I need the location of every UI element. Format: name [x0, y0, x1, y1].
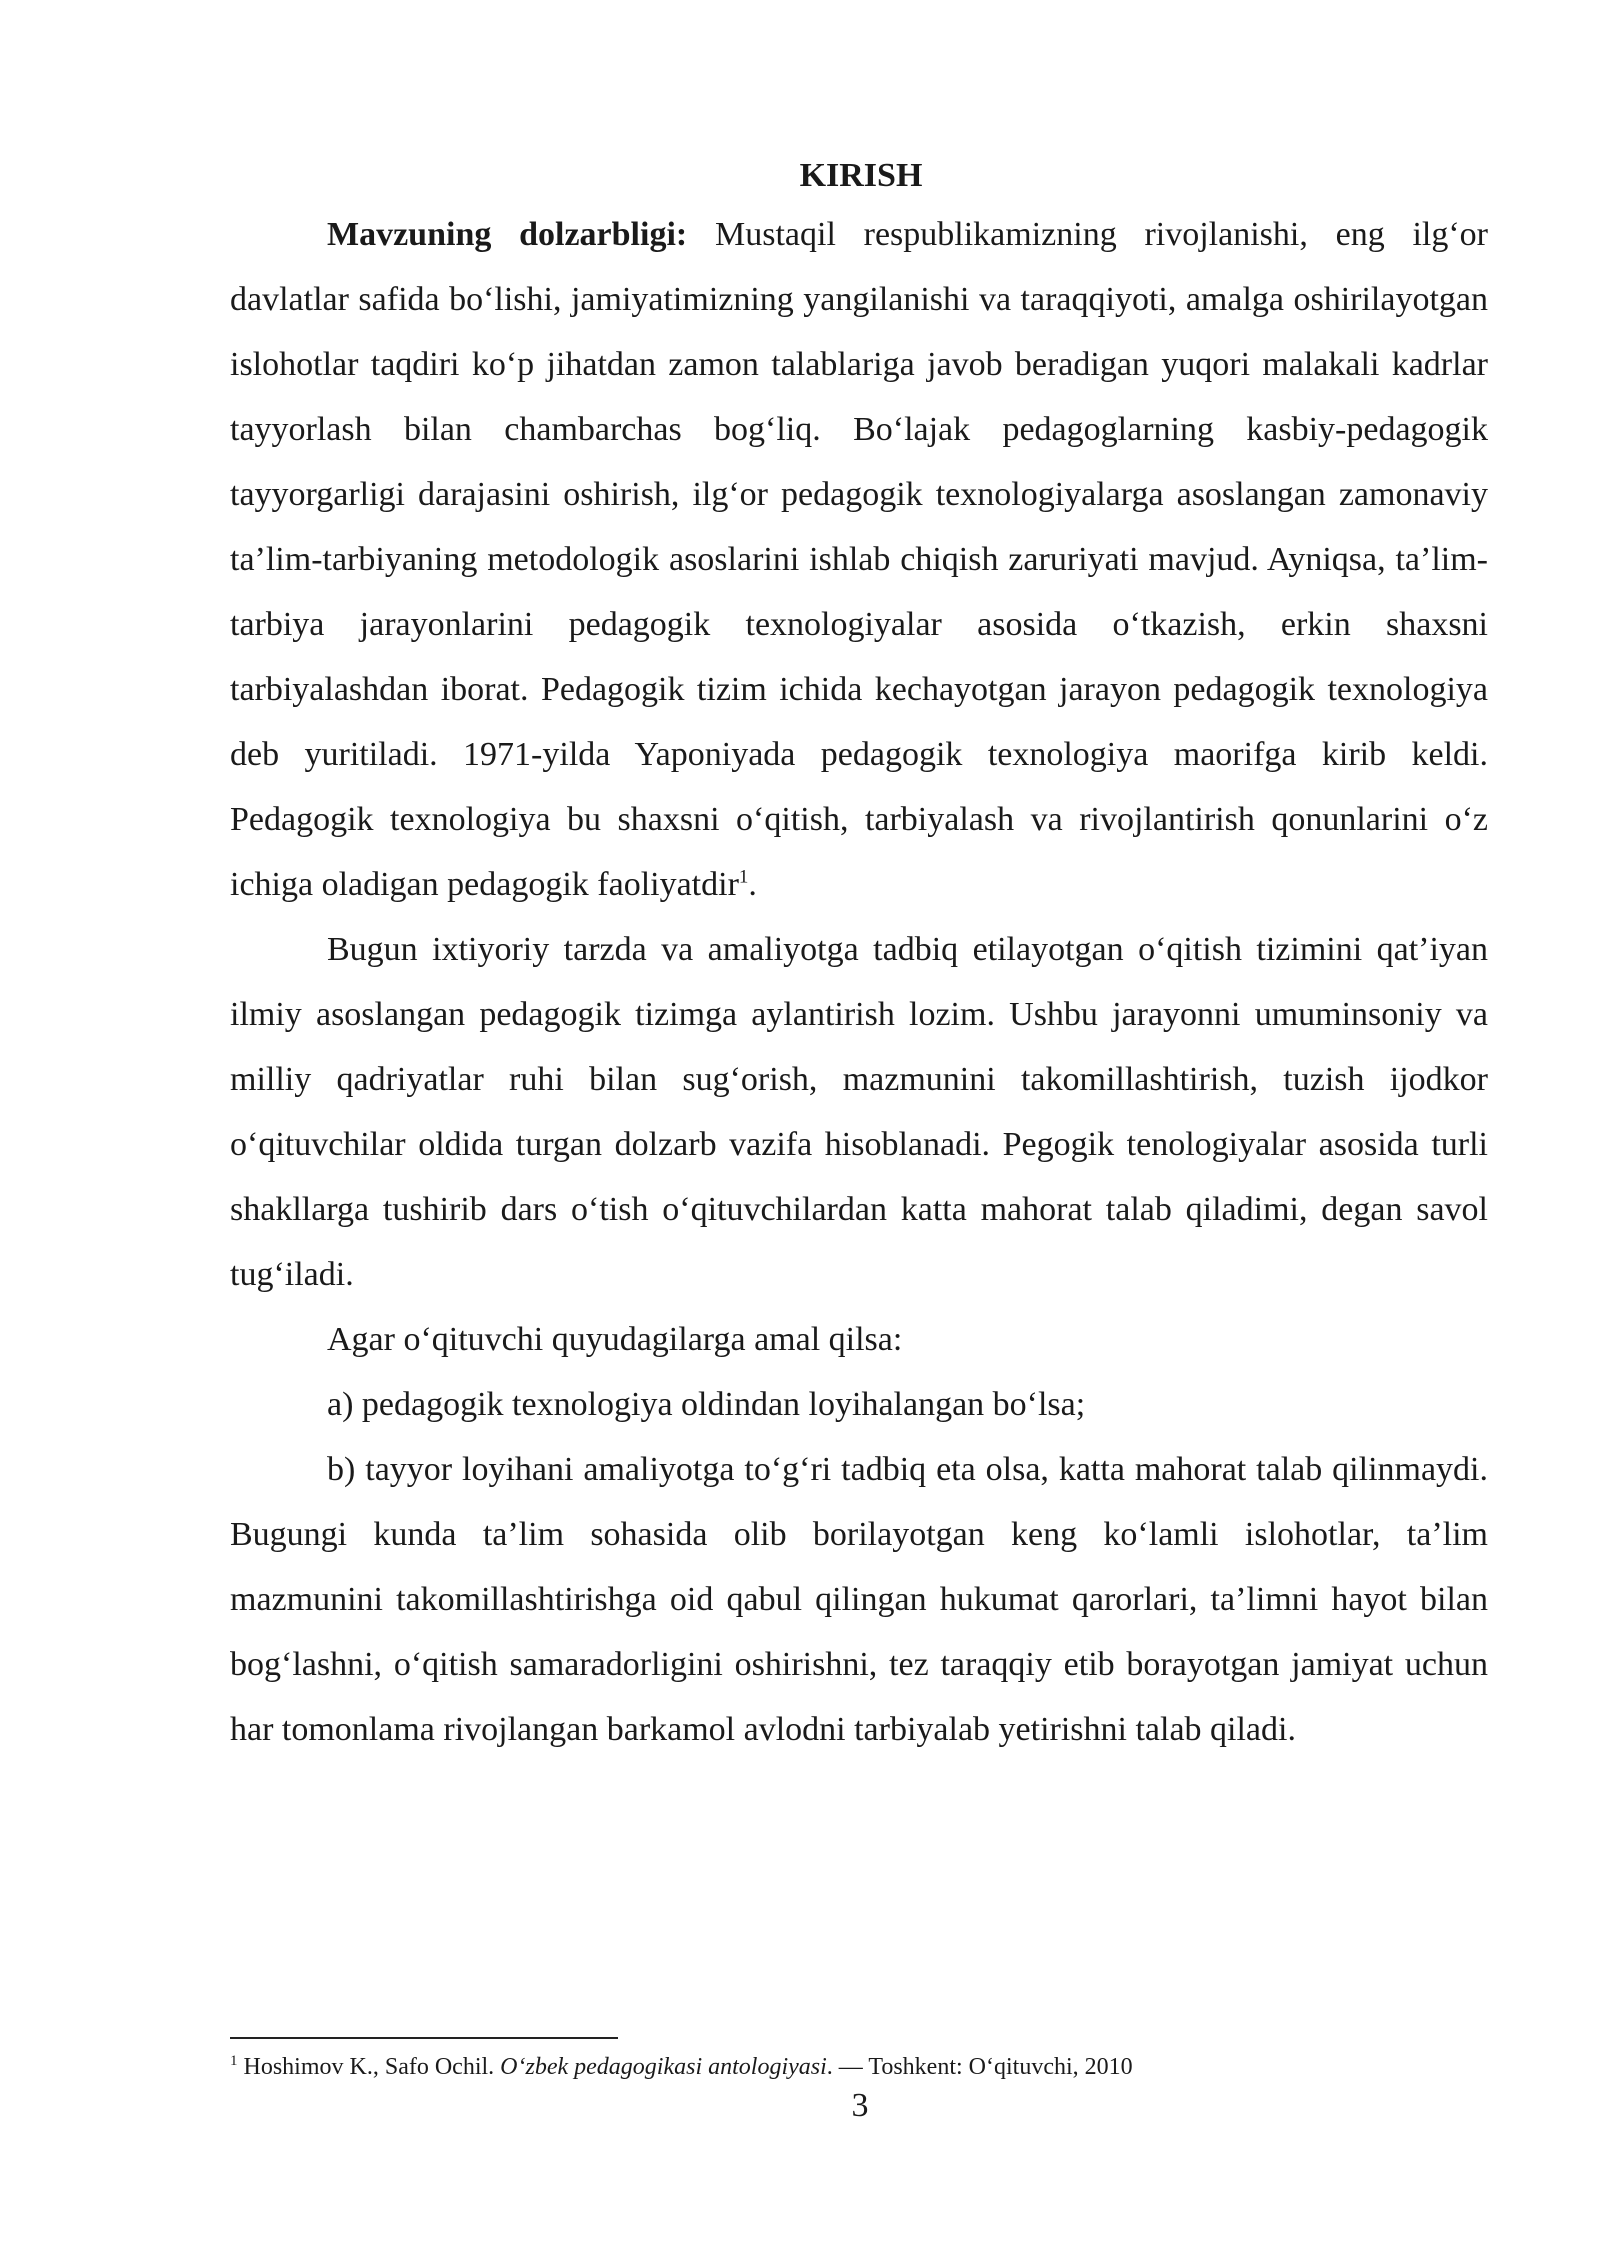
list-item-b: b) tayyor loyihani amaliyotga to‘g‘ri tadbiq eta olsa, katta mahorat talab qilinmaydi. Bugungi kunda ta’lim sohasida olib borilayotgan keng ko‘lamli islohotlar, ta’lim mazmunini takomillashtirishga oid qabul qilingan hukumat qarorlari, ta’limni hayot bilan bog‘lashni, o‘qitish samaradorligini oshirishni, tez taraqqiy etib borayotgan jamiyat uchun har tomonlama rivojlangan barkamol avlodni tarbiyalab yetirishni talab qiladi.	[230, 1451, 1488, 1748]
footnote	[230, 2051, 1490, 2083]
footnote-reference[interactable]: 1	[738, 866, 749, 888]
footnote-number: 1	[230, 2053, 238, 2069]
relevance-lead: Mavzuning dolzarbligi:	[327, 216, 688, 253]
page-title: KIRISH	[799, 157, 923, 194]
page-number: 3	[851, 2087, 869, 2124]
list-item-a: a) pedagogik texnologiya oldindan loyihalangan bo‘lsa;	[327, 1386, 1086, 1423]
paragraph-system: Bugun ixtiyoriy tarzda va amaliyotga tadbiq etilayotgan o‘qitish tizimini qat’iyan ilmiy asoslangan pedagogik tizimga aylantirish lozim. Ushbu jarayonni umuminsoniy va milliy qadriyatlar ruhi bilan sug‘orish, mazmunini takomillashtirish, tuzish ijodkor o‘qituvchilar oldida turgan dolzarb vazifa hisoblanadi. Pegogik tenologiyalar asosida turli shakllarga tushirib dars o‘tish o‘qituvchilardan katta mahorat talab qiladimi, degan savol tug‘iladi.	[230, 931, 1488, 1293]
paragraph-relevance	[230, 202, 1488, 917]
footnote-divider	[230, 2037, 618, 2039]
footnote-publication: . — Toshkent: O‘qituvchi, 2010	[826, 2054, 1133, 2080]
footnote-book-title: O‘zbek pedagogikasi antologiyasi	[500, 2054, 827, 2080]
paragraph-relevance-end: .	[748, 866, 757, 903]
paragraph-conditions: Agar o‘qituvchi quyudagilarga amal qilsa:	[327, 1321, 903, 1358]
footnote-authors: Hoshimov K., Safo Ochil.	[237, 2054, 501, 2080]
page-body	[230, 150, 1488, 1762]
paragraph-relevance-text: Mustaqil respublikamizning rivojlanishi, eng ilg‘or davlatlar safida bo‘lishi, jamiyatimizning yangilanishi va taraqqiyoti, amalga oshirilayotgan islohotlar taqdiri ko‘p jihatdan zamon talablariga javob beradigan yuqori malakali kadrlar tayyorlash bilan chambarchas bog‘liq. Bo‘lajak pedagoglarning kasbiy-pedagogik tayyorgarligi darajasini oshirish, ilg‘or pedagogik texnologiyalarga asoslangan zamonaviy ta’lim-tarbiyaning metodologik asoslarini ishlab chiqish zaruriyati mavjud. Ayniqsa, ta’lim-tarbiya jarayonlarini pedagogik texnologiyalar asosida o‘tkazish, erkin shaxsni tarbiyalashdan iborat. Pedagogik tizim ichida kechayotgan jarayon pedagogik texnologiya deb yuritiladi. 1971-yilda Yaponiyada pedagogik texnologiya maorifga kirib keldi. Pedagogik texnologiya bu shaxsni o‘qitish, tarbiyalash va rivojlantirish qonunlarini o‘z ichiga oladigan pedagogik faoliyatdir	[230, 216, 1488, 903]
